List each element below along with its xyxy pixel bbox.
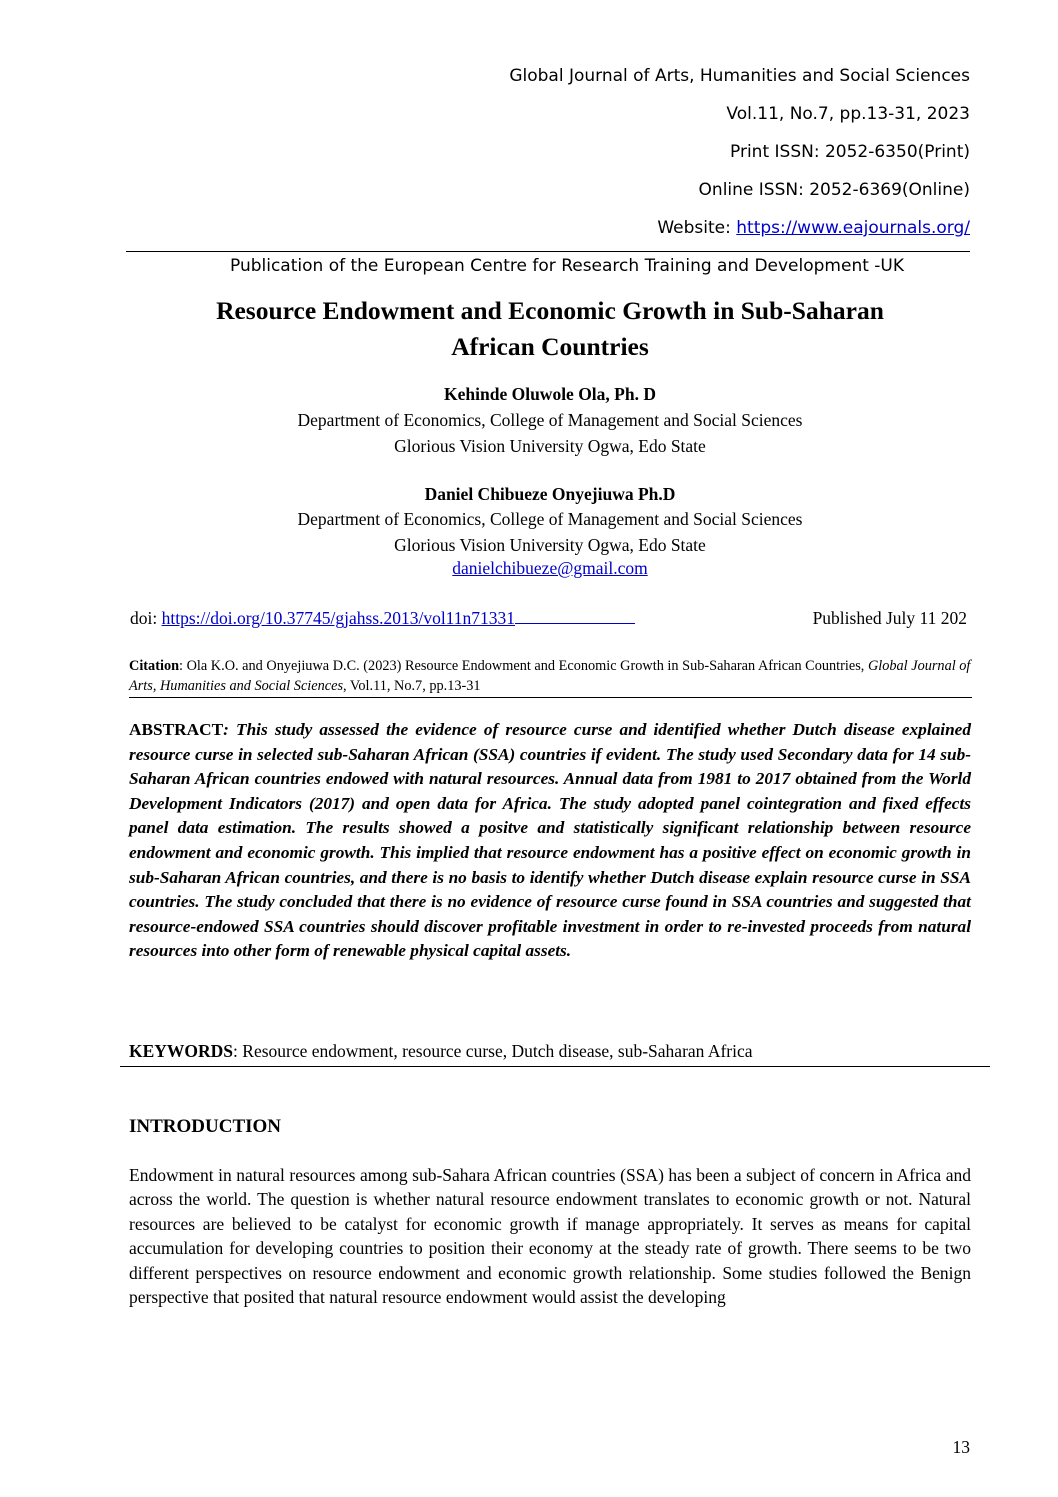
citation-journal: Global Journal of Arts, Humanities and Social Sciences xyxy=(129,658,971,694)
author-2-name: Daniel Chibueze Onyejiuwa Ph.D xyxy=(424,484,676,504)
author-2-email-link[interactable]: danielchibueze@gmail.com xyxy=(452,558,648,578)
keywords-rule xyxy=(120,1066,990,1067)
paper-title-line1: Resource Endowment and Economic Growth in Sub-Saharan xyxy=(216,296,884,325)
abstract-text: : This study assessed the evidence of resource curse and identified whether Dutch disease explained resource curse in selected sub-Saharan African (SSA) countries if evident. The study used Secondary data for 14 sub-Saharan African countries endowed with natural resources. Annual data from 1981 to 2017 obtained from the World Development Indicators (2017) and open data for Africa. The study adopted panel cointegration and fixed effects panel data estimation. The results showed a positve and statistically significant relationship between resource endowment and economic growth. This implied that resource endowment has a positive effect on economic growth in sub-Saharan African countries, and there is no basis to identify whether Dutch disease explain resource curse in SSA countries. The study concluded that there is no evidence of resource curse found in SSA countries and suggested that resource-endowed SSA countries should discover profitable investment in order to re-invested proceeds from natural resources into other form of renewable physical capital assets. xyxy=(129,720,971,961)
citation-label: Citation xyxy=(129,658,180,674)
citation-text-after: , Vol.11, No.7, pp.13-31 xyxy=(343,678,481,694)
author-2-department: Department of Economics, College of Management and Social Sciences xyxy=(297,509,803,529)
journal-name: Global Journal of Arts, Humanities and Social Sciences xyxy=(509,66,970,86)
online-issn: Online ISSN: 2052-6369(Online) xyxy=(698,180,970,200)
doi-link[interactable]: https://doi.org/10.37745/gjahss.2013/vol11n71331 xyxy=(161,608,516,628)
author-1-institution: Glorious Vision University Ogwa, Edo State xyxy=(394,436,706,456)
introduction-text: Endowment in natural resources among sub-Sahara African countries (SSA) has been a subject of concern in Africa and across the world. The question is whether natural resource endowment translates to economic growth or not. Natural resources are believed to be catalyst for economic growth if manage appropriately. It serves as means for capital accumulation for developing countries to position their economy at the steady rate of growth. There seems to be two different perspectives on resource endowment and economic growth relationship. Some studies followed the Benign perspective that posited that natural resource endowment would assist the developing xyxy=(129,1165,971,1308)
author-1-name: Kehinde Oluwole Ola, Ph. D xyxy=(444,384,656,404)
website-line xyxy=(657,218,970,238)
doi-label: doi: xyxy=(130,608,162,628)
citation-rule xyxy=(129,697,972,698)
keywords-line xyxy=(129,1041,753,1062)
author-2-email-line xyxy=(100,558,1000,579)
website-link[interactable]: https://www.eajournals.org/ xyxy=(736,218,970,238)
keywords-text: : Resource endowment, resource curse, Dutch disease, sub-Saharan Africa xyxy=(233,1041,753,1061)
published-date: Published July 11 202 xyxy=(812,608,967,628)
abstract-block xyxy=(129,718,971,964)
introduction-heading: INTRODUCTION xyxy=(129,1116,282,1137)
keywords-label: KEYWORDS xyxy=(129,1041,234,1061)
volume-info: Vol.11, No.7, pp.13-31, 2023 xyxy=(726,104,970,124)
author-1-department: Department of Economics, College of Management and Social Sciences xyxy=(297,410,803,430)
citation-text-before: : Ola K.O. and Onyejiuwa D.C. (2023) Resource Endowment and Economic Growth in Sub-Saharan African Countries, xyxy=(179,658,868,674)
doi-underline xyxy=(515,622,635,624)
citation-block xyxy=(129,656,972,696)
page-number: 13 xyxy=(952,1437,970,1457)
doi-line xyxy=(130,608,635,629)
abstract-label: ABSTRACT xyxy=(129,720,224,739)
print-issn: Print ISSN: 2052-6350(Print) xyxy=(730,142,970,162)
paper-title-line2: African Countries xyxy=(451,332,649,361)
website-label: Website: xyxy=(657,218,737,238)
author-2-institution: Glorious Vision University Ogwa, Edo State xyxy=(394,535,706,555)
publisher-line: Publication of the European Centre for Research Training and Development -UK xyxy=(230,256,905,276)
header-rule xyxy=(126,251,970,252)
